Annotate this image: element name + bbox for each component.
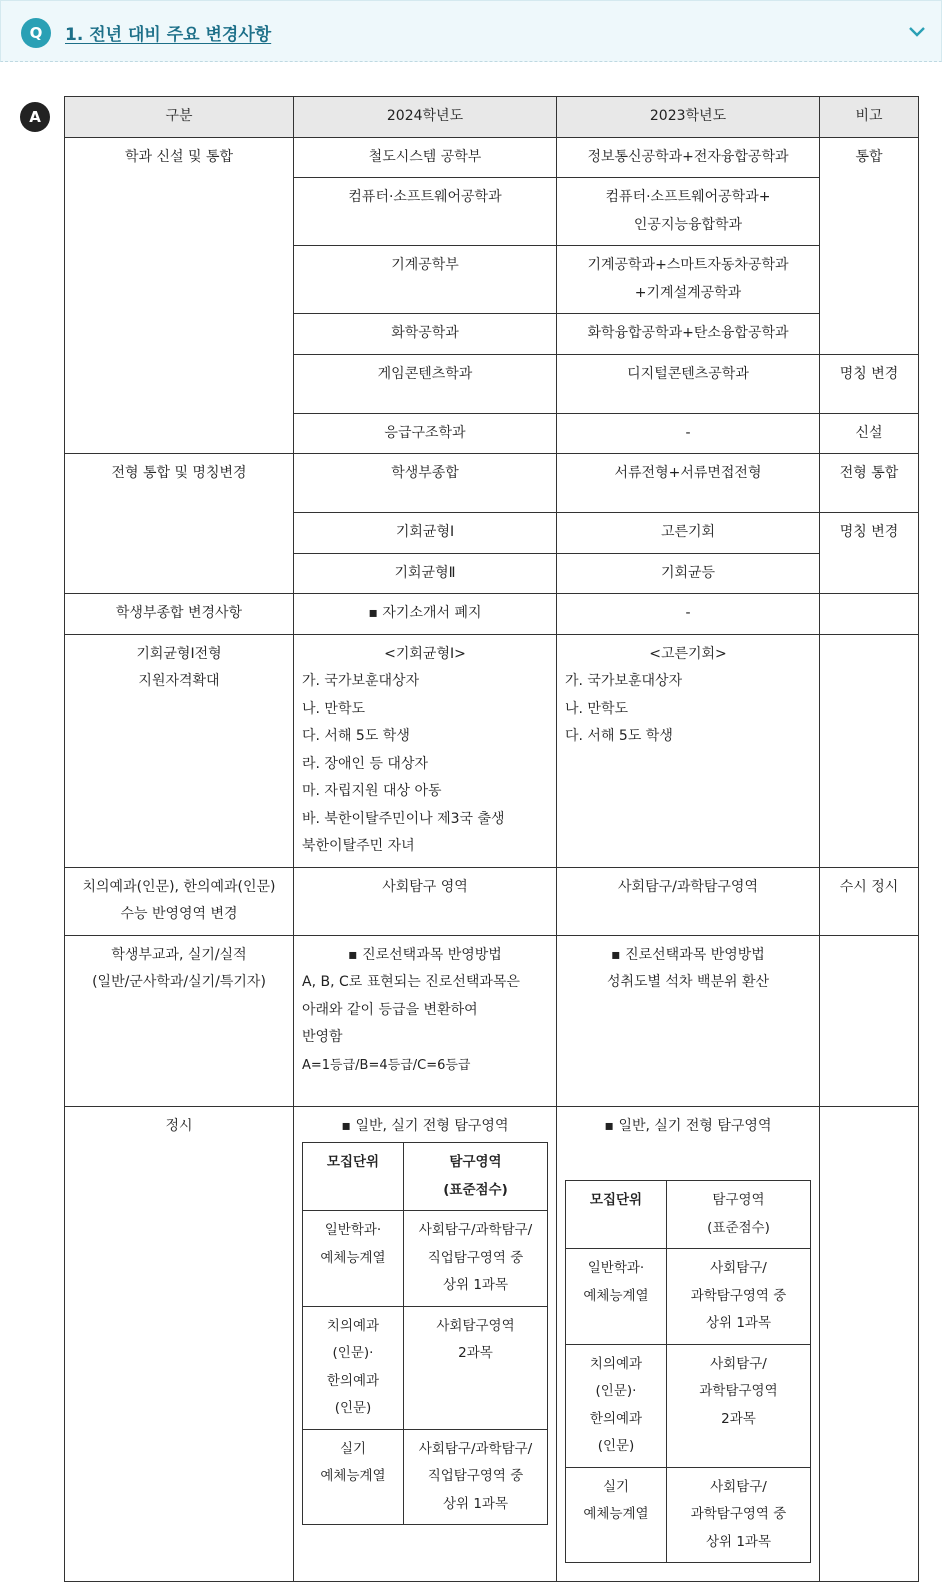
list-item: 가. 국가보훈대상자 xyxy=(565,673,683,689)
note-cell xyxy=(820,594,919,635)
cell-2023: 고른기회 xyxy=(557,513,820,554)
inner-row xyxy=(303,1211,548,1307)
list-item: 다. 서해 5도 학생 xyxy=(302,728,410,744)
inner-cell: 사회탐구/ 과학탐구영역 중 상위 1과목 xyxy=(667,1467,811,1563)
inner-row xyxy=(566,1344,811,1467)
note-cell: 신설 xyxy=(820,413,919,454)
cell-2023: - xyxy=(557,413,820,454)
table-row xyxy=(65,137,919,178)
inner-cell: 사회탐구/과학탐구/ 직업탐구영역 중 상위 1과목 xyxy=(404,1429,548,1525)
cell-2023 xyxy=(557,935,820,1106)
list-item: 바. 북한이탈주민이나 제3국 출생 북한이탈주민 자녀 xyxy=(302,810,505,854)
cell-2023: 화학융합공학과+탄소융합공학과 xyxy=(557,314,820,355)
inner-header-row xyxy=(303,1143,548,1211)
cell-2023 xyxy=(557,1106,820,1582)
list-item: 라. 장애인 등 대상자 xyxy=(302,755,428,772)
inner-cell: 치의예과 (인문)· 한의예과 (인문) xyxy=(303,1306,404,1429)
inner-row xyxy=(303,1429,548,1525)
cell-2023: 디지털콘텐츠공학과 xyxy=(557,354,820,413)
note-cell xyxy=(820,1106,919,1582)
inner-cell: 치의예과 (인문)· 한의예과 (인문) xyxy=(566,1344,667,1467)
list-item: 나. 만학도 xyxy=(302,700,365,717)
cell-2024: 철도시스템 공학부 xyxy=(294,137,557,178)
cell-2024: 학생부종합 xyxy=(294,454,557,513)
answer-badge: A xyxy=(20,102,50,132)
record-2023-title: ▪ 진로선택과목 반영방법 xyxy=(611,946,765,963)
opportunity-2024-title: <기회균형Ⅰ> xyxy=(384,645,466,662)
inner-header: 모집단위 xyxy=(303,1143,404,1211)
note-cell: 전형 통합 xyxy=(820,454,919,513)
cell-2024: 기회균형Ⅰ xyxy=(294,513,557,554)
header-2023: 2023학년도 xyxy=(557,97,820,138)
question-badge: Q xyxy=(21,18,51,48)
header-2024: 2024학년도 xyxy=(294,97,557,138)
cell-2024: 컴퓨터·소프트웨어공학과 xyxy=(294,178,557,246)
note-cell: 명칭 변경 xyxy=(820,513,919,594)
cell-2024 xyxy=(294,634,557,867)
opportunity-2023-title: <고른기회> xyxy=(649,645,727,662)
inner-cell: 사회탐구/과학탐구/ 직업탐구영역 중 상위 1과목 xyxy=(404,1211,548,1307)
cell-2023: 정보통신공학과+전자융합공학과 xyxy=(557,137,820,178)
regular-2023-table xyxy=(565,1180,811,1563)
chevron-down-icon[interactable] xyxy=(907,21,927,41)
inner-cell: 사회탐구영역 2과목 xyxy=(404,1306,548,1429)
note-cell xyxy=(820,634,919,867)
category-cell: 학생부교과, 실기/실적 (일반/군사학과/실기/특기자) xyxy=(65,935,294,1106)
regular-2023-title: ▪ 일반, 실기 전형 탐구영역 xyxy=(604,1117,772,1134)
changes-table xyxy=(64,96,919,1582)
inner-header: 모집단위 xyxy=(566,1181,667,1249)
inner-cell: 사회탐구/ 과학탐구영역 중 상위 1과목 xyxy=(667,1249,811,1345)
cell-2024: 응급구조학과 xyxy=(294,413,557,454)
note-cell: 수시 정시 xyxy=(820,867,919,935)
question-header[interactable] xyxy=(0,0,942,62)
table-row xyxy=(65,594,919,635)
list-item: 마. 자립지원 대상 아동 xyxy=(302,783,442,799)
cell-2023: 사회탐구/과학탐구영역 xyxy=(557,867,820,935)
cell-2023: 서류전형+서류면접전형 xyxy=(557,454,820,513)
inner-header-row xyxy=(566,1181,811,1249)
cell-2024: 화학공학과 xyxy=(294,314,557,355)
cell-2024: 기회균형Ⅱ xyxy=(294,553,557,594)
inner-cell: 일반학과· 예체능계열 xyxy=(303,1211,404,1307)
record-2024-title: ▪ 진로선택과목 반영방법 xyxy=(348,946,502,963)
cell-2023: 기회균등 xyxy=(557,553,820,594)
inner-cell: 일반학과· 예체능계열 xyxy=(566,1249,667,1345)
list-item: 가. 국가보훈대상자 xyxy=(302,673,420,689)
cell-2023: - xyxy=(557,594,820,635)
inner-row xyxy=(566,1467,811,1563)
header-category: 구분 xyxy=(65,97,294,138)
cell-2024 xyxy=(294,1106,557,1582)
inner-row xyxy=(303,1306,548,1429)
question-title[interactable]: 1. 전년 대비 주요 변경사항 xyxy=(65,25,272,45)
regular-2024-table xyxy=(302,1142,548,1525)
category-cell: 전형 통합 및 명칭변경 xyxy=(65,454,294,594)
category-cell: 기회균형Ⅰ전형 지원자격확대 xyxy=(65,634,294,867)
table-row xyxy=(65,1106,919,1582)
table-row xyxy=(65,867,919,935)
cell-2023: 기계공학과+스마트자동차공학과 +기계설계공학과 xyxy=(557,246,820,314)
table-header-row xyxy=(65,97,919,138)
inner-row xyxy=(566,1249,811,1345)
header-note: 비고 xyxy=(820,97,919,138)
inner-header: 탐구영역 (표준점수) xyxy=(404,1143,548,1211)
list-item: 나. 만학도 xyxy=(565,700,628,717)
note-cell: 통합 xyxy=(820,137,919,354)
cell-2024: ▪ 자기소개서 폐지 xyxy=(294,594,557,635)
cell-2023: 컴퓨터·소프트웨어공학과+ 인공지능융합학과 xyxy=(557,178,820,246)
cell-2024: 기계공학부 xyxy=(294,246,557,314)
category-cell: 학과 신설 및 통합 xyxy=(65,137,294,454)
note-cell xyxy=(820,935,919,1106)
inner-cell: 사회탐구/ 과학탐구영역 2과목 xyxy=(667,1344,811,1467)
inner-cell: 실기 예체능계열 xyxy=(566,1467,667,1563)
category-cell: 치의예과(인문), 한의예과(인문) 수능 반영영역 변경 xyxy=(65,867,294,935)
inner-header: 탐구영역 (표준점수) xyxy=(667,1181,811,1249)
table-row xyxy=(65,454,919,513)
inner-cell: 실기 예체능계열 xyxy=(303,1429,404,1525)
list-item: 다. 서해 5도 학생 xyxy=(565,728,673,744)
record-2024-body: A, B, C로 표현되는 진로선택과목은 아래와 같이 등급을 변환하여 반영함 xyxy=(302,974,520,1045)
category-cell: 학생부종합 변경사항 xyxy=(65,594,294,635)
record-2023-body: 성취도별 석차 백분위 환산 xyxy=(606,974,770,990)
regular-2024-title: ▪ 일반, 실기 전형 탐구영역 xyxy=(341,1117,509,1134)
table-row xyxy=(65,634,919,867)
cell-2024: 게임콘텐츠학과 xyxy=(294,354,557,413)
cell-2024 xyxy=(294,935,557,1106)
cell-2024: 사회탐구 영역 xyxy=(294,867,557,935)
record-2024-grade: A=1등급/B=4등급/C=6등급 xyxy=(302,1057,471,1073)
cell-2023 xyxy=(557,634,820,867)
note-cell: 명칭 변경 xyxy=(820,354,919,413)
table-row xyxy=(65,935,919,1106)
category-cell: 정시 xyxy=(65,1106,294,1582)
